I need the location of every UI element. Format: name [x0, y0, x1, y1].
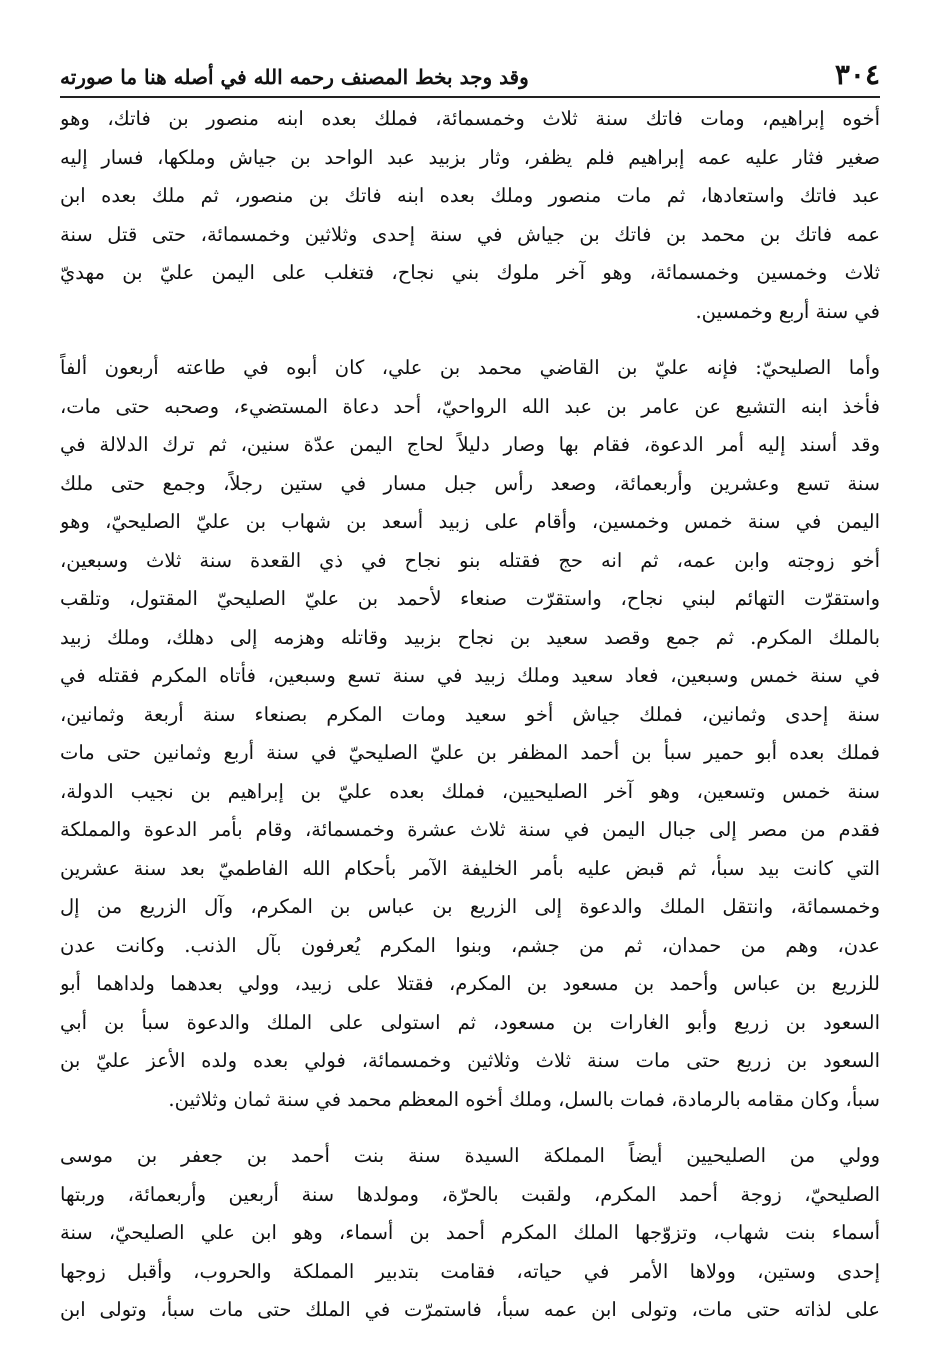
text-line: أخو زوجته وابن عمه، ثم انه حج فقتله بنو نجاح في ذي القعدة سنة ثلاث وسبعين، [60, 548, 880, 572]
header-rule [60, 96, 880, 98]
text-line: وولي من الصليحيين أيضاً المملكة السيدة سنة بنت أحمد بن جعفر بن موسى [60, 1144, 880, 1167]
text-line: للزريع بن عباس وأحمد بن مسعود بن المكرم، فقتلا على زبيد، وولي بعدهما ولداهما أبو [60, 972, 880, 995]
text-line: سبأ، وكان مقامه بالرمادة، فمات بالسل، وملك أخوه المعظم محمد في سنة ثمان وثلاثين. [168, 1087, 880, 1111]
text-line: على لذاته حتى مات، وتولى ابن عمه سبأ، فاستمرّت في الملك حتى مات سبأ، وتولى ابن [60, 1298, 880, 1321]
paragraph-gap [60, 331, 880, 349]
text-line: في سنة أربع وخمسين. [695, 299, 880, 323]
text-line: أخوه إبراهيم، ومات فاتك سنة ثلاث وخمسمائة، فملك بعده ابنه منصور بن فاتك، وهو [60, 107, 880, 130]
text-line: السعود بن زريع حتى مات سنة ثلاث وثلاثين وخمسمائة، فولي بعده ولده الأعز عليّ بن [60, 1049, 880, 1072]
paragraph-gap [60, 1119, 880, 1137]
text-line: الصليحيّ، زوجة أحمد المكرم، ولقبت بالحرّة، ومولدها سنة أربعين وأربعمائة، وربتها [60, 1182, 880, 1206]
text-line: وخمسمائة، وانتقل الملك والدعوة إلى الزريع بن عباس بن المكرم، وآل الزريع من إل [60, 895, 880, 918]
body-text [60, 100, 880, 1330]
text-line: فقدم من مصر إلى جبال اليمن في سنة ثلاث عشرة وخمسمائة، وقام بأمر الدعوة والمملكة [60, 818, 880, 841]
text-line: سنة خمس وتسعين، وهو آخر الصليحيين، فملك بعده عليّ بن إبراهيم بن نجيب الدولة، [60, 779, 880, 803]
text-line: في سنة خمس وسبعين، فعاد سعيد وملك زبيد في سنة تسع وسبعين، فأتاه المكرم فقتله في [60, 664, 880, 687]
paragraph [60, 100, 880, 331]
text-line: واستقرّت التهائم لبني نجاح، واستقرّت صنعاء لأحمد بن عليّ الصليحيّ المقتول، وتلقب [60, 587, 880, 610]
text-line: التي كانت بيد سبأ، ثم قبض عليه بأمر الخليفة الآمر بأحكام الله الفاطميّ بعد سنة عشرين [60, 856, 880, 880]
text-line: صغير فثار عليه عمه إبراهيم فلم يظفر، وثار بزبيد عبد الواحد بن جياش وملكها، فسار إليه [60, 145, 880, 169]
text-line: وقد أسند إليه أمر الدعوة، فقام بها وصار دليلاً لحاج اليمن عدّة سنين، ثم ترك الدلالة في [60, 433, 880, 456]
text-line: سنة تسع وعشرين وأربعمائة، وصعد رأس جبل مسار في ستين رجلاً، وجمع حتى ملك [60, 471, 880, 495]
paragraph [60, 1137, 880, 1330]
text-line: فأخذ ابنه التشيع عن عامر بن عبد الله الرواحيّ، أحد دعاة المستضيء، وصحبه حتى مات، [60, 394, 880, 418]
text-line: السعود بن زريع وأبو الغارات بن مسعود، ثم استولى على الملك والدعوة سبأ بن أبي [60, 1010, 880, 1034]
text-line: ثلاث وخمسين وخمسمائة، وهو آخر ملوك بني نجاح، فتغلب على اليمن عليّ بن مهديّ [60, 261, 880, 284]
text-line: إحدى وستين، وولاها الأمر في حياته، فقامت بتدبير المملكة والحروب، وأقبل زوجها [60, 1259, 880, 1283]
book-page [60, 0, 880, 1365]
paragraph [60, 349, 880, 1119]
text-line: بالملك المكرم. ثم جمع وقصد سعيد بن نجاح بزبيد وقاتله وهزمه إلى دهلك، وملك زبيد [60, 625, 880, 649]
text-line: سنة إحدى وثمانين، فملك جياش أخو سعيد ومات المكرم بصنعاء سنة أربعة وثمانين، [60, 702, 880, 726]
text-line: وأما الصليحيّ: فإنه عليّ بن القاضي محمد بن علي، كان أبوه في طاعته أربعون ألفاً [60, 356, 880, 379]
text-line: أسماء بنت شهاب، وتزوّجها الملك المكرم أحمد بن أسماء، وهو ابن علي الصليحيّ، سنة [60, 1221, 880, 1244]
text-line: عدن، وهم من حمدان، ثم من جشم، وبنوا المكرم يُعرفون بآل الذنب. وكانت عدن [60, 933, 880, 957]
text-line: فملك بعده أبو حمير سبأ بن أحمد المظفر بن عليّ الصليحيّ في سنة أربع وثمانين حتى مات [60, 741, 880, 764]
text-line: عمه فاتك بن محمد بن فاتك بن جياش في سنة إحدى وثلاثين وخمسمائة، حتى قتل سنة [60, 222, 880, 246]
text-line: عبد فاتك واستعادها، ثم مات منصور وملك بعده ابنه فاتك بن منصور، ثم ملك بعده ابن [60, 184, 880, 207]
running-head: وقد وجد بخط المصنف رحمه الله في أصله هنا ما صورته [60, 65, 529, 89]
text-line: اليمن في سنة خمس وخمسين، وأقام على زبيد أسعد بن شهاب بن عليّ الصليحيّ، وهو [60, 510, 880, 533]
page-header [60, 48, 880, 92]
page-number: ٣٠٤ [834, 58, 880, 91]
